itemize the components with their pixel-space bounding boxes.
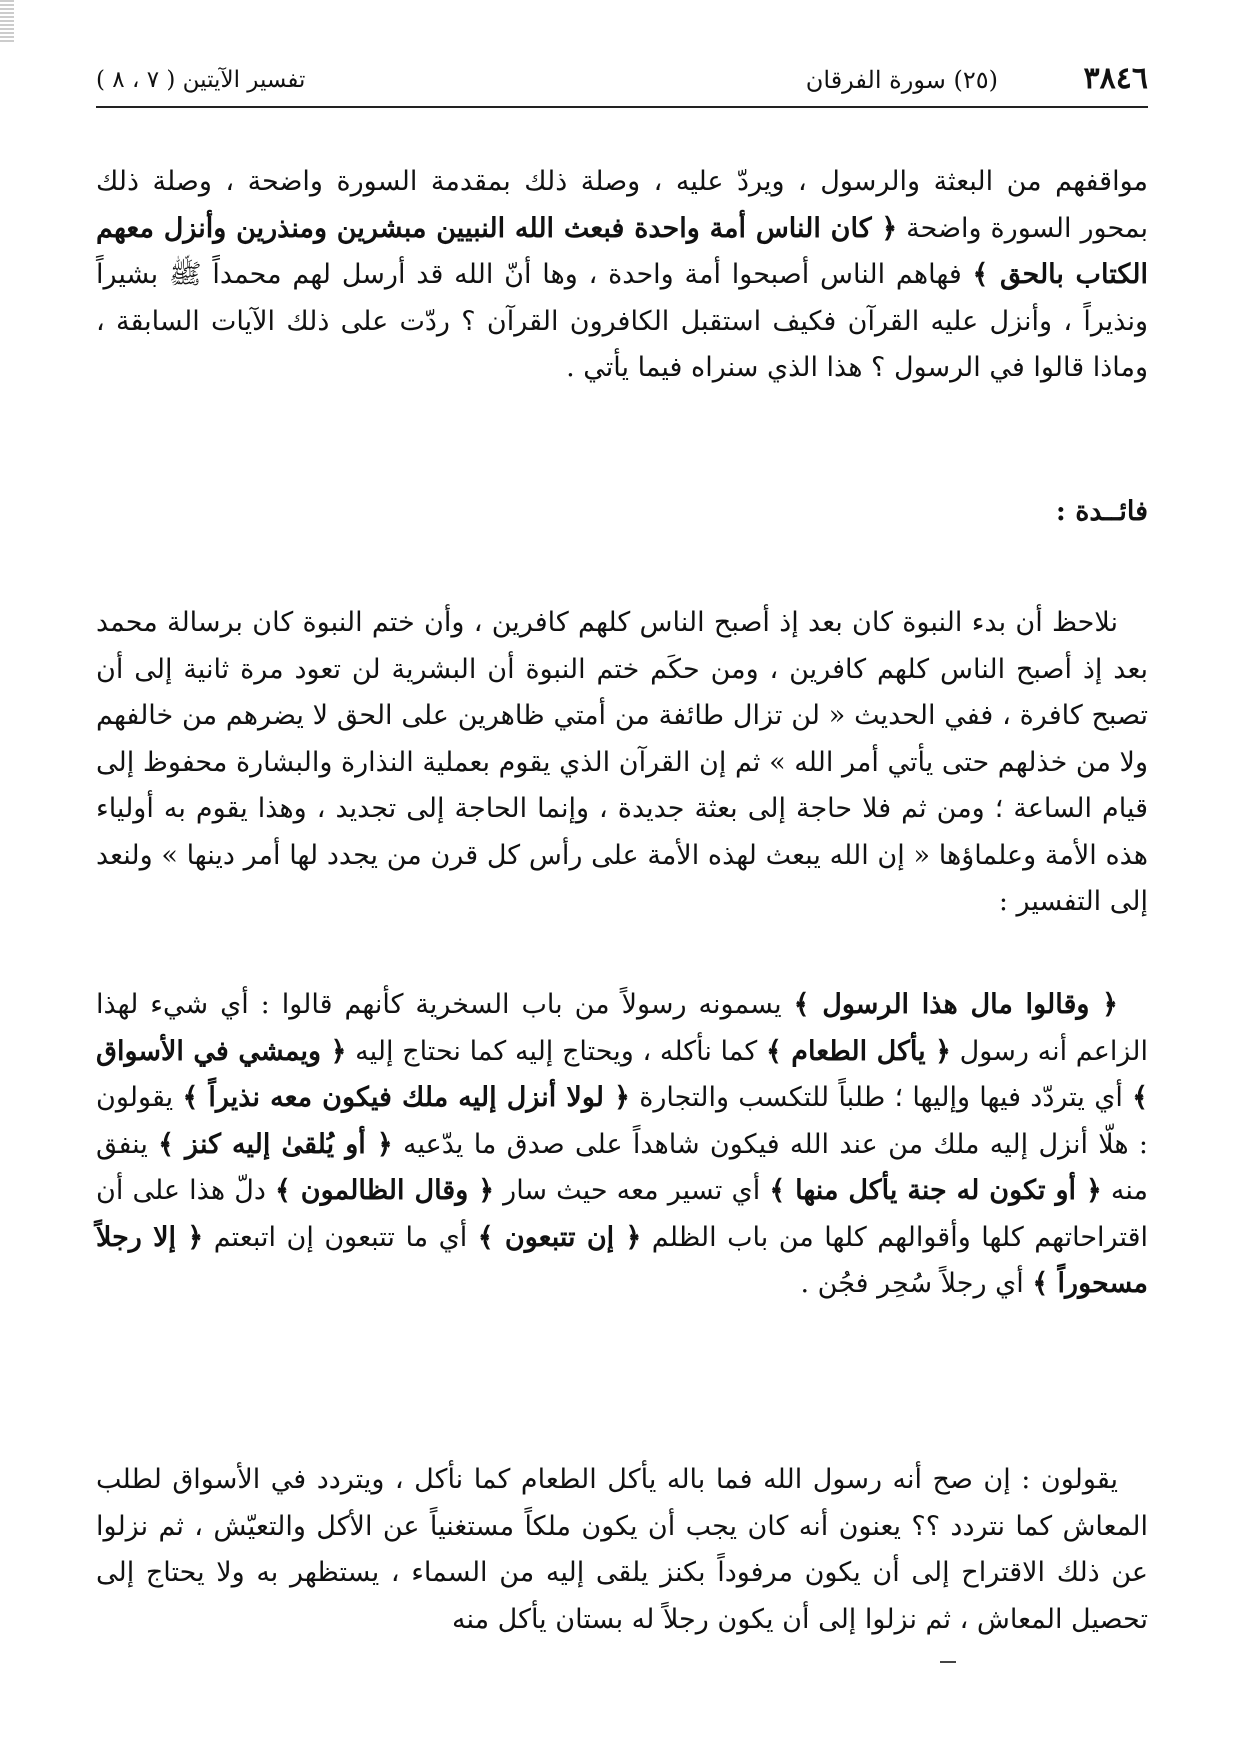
text-run: أي رجلاً سُحِر فجُن . xyxy=(800,1268,1033,1299)
quran-quote: ﴿ كان الناس أمة واحدة فبعث الله النبيين مبشرين ومنذرين وأنزل معهم الكتاب بالحق ﴾ xyxy=(96,212,1148,290)
scan-mark xyxy=(940,1661,956,1663)
text-run: دلّ هذا على أن اقتراحاتهم كلها وأقوالهم كلها من باب الظلم xyxy=(96,1175,1149,1253)
text-run: مواقفهم من البعثة والرسول ، ويردّ عليه ، وصلة ذلك بمقدمة السورة واضحة ، وصلة ذلك بمحور السورة واضحة xyxy=(96,166,1148,244)
paragraph-explanation: يقولون : إن صح أنه رسول الله فما باله يأكل الطعام كما نأكل ، ويتردد في الأسواق لطلب المعاش كما نتردد ؟؟ يعنون أنه كان يجب أن يكون ملكاً مستغنياً عن الأكل والتعيّش ، ثم نزلوا عن ذلك الاقتراح إلى أن يكون مرفوداً بكنز يلقى إليه من السماء ، يستظهر به ولا يحتاج إلى تحصيل المعاش ، ثم نزلوا إلى أن يكون رجلاً له بستان يأكل منه xyxy=(96,1464,1148,1635)
text-run: أي تسير معه حيث سار xyxy=(494,1175,770,1206)
paragraph-tafsir xyxy=(96,982,1148,1308)
text-run: أي ما تتبعون إن اتبعتم xyxy=(203,1221,478,1253)
quran-quote: ﴿ وقالوا مال هذا الرسول ﴾ xyxy=(793,989,1118,1020)
quran-quote: ﴿ يأكل الطعام ﴾ xyxy=(765,1035,951,1067)
quran-quote: ﴿ أو يُلقىٰ إليه كنز ﴾ xyxy=(158,1128,393,1160)
paragraph-benefit: نلاحظ أن بدء النبوة كان بعد إذ أصبح الناس كلهم كافرين ، وأن ختم النبوة كان برسالة محمد بعد إذ أصبح الناس كلهم كافرين ، ومن حكَم ختم النبوة أن البشرية لن تعود مرة ثانية إلى أن تصبح كافرة ، ففي الحديث « لن تزال طائفة من أمتي ظاهرين على الحق لا يضرهم من خالفهم ولا من خذلهم حتى يأتي أمر الله » ثم إن القرآن الذي يقوم بعملية النذارة والبشارة محفوظ إلى قيام الساعة ؛ ومن ثم فلا حاجة إلى بعثة جديدة ، وإنما الحاجة إلى تجديد ، وهذا يقوم به أولياء هذه الأمة وعلماؤها « إن الله يبعث لهذه الأمة على رأس كل قرن من يجدد لها أمر دينها » ولنعد إلى التفسير : xyxy=(96,607,1148,917)
paragraph-intro xyxy=(96,159,1148,392)
quran-quote: ﴿ لولا أنزل إليه ملك فيكون معه نذيراً ﴾ xyxy=(182,1082,630,1113)
tafsir-section-title: تفسير الآيتين ( ٧ ، ٨ ) xyxy=(96,67,306,93)
text-run: يقولون : هلّا أنزل إليه ملك من عند الله فيكون شاهداً على صدق ما يدّعيه xyxy=(96,1082,1148,1160)
text-run: فهاهم الناس أصبحوا أمة واحدة ، وها أنّ الله قد أرسل لهم محمداً ﷺ بشيراً ونذيراً ، وأنزل عليه القرآن فكيف استقبل الكافرون القرآن ؟ ردّت على ذلك الآيات السابقة ، وماذا قالوا في الرسول ؟ هذا الذي سنراه فيما يأتي . xyxy=(96,259,1148,383)
quran-quote: ﴿ أو تكون له جنة يأكل منها ﴾ xyxy=(769,1175,1102,1206)
text-run: كما نأكله ، ويحتاج إليه كما نحتاج إليه xyxy=(346,1035,766,1067)
text-run: ينفق منه xyxy=(96,1128,1148,1206)
quran-quote: ﴿ وقال الظالمون ﴾ xyxy=(275,1175,495,1206)
running-header xyxy=(96,58,1148,108)
text-run: يسمونه رسولاً من باب السخرية كأنهم قالوا : أي شيء لهذا الزاعم أنه رسول xyxy=(96,989,1148,1067)
scan-edge-artifact xyxy=(0,0,14,42)
text-run: أي يتردّد فيها وإليها ؛ طلباً للتكسب والتجارة xyxy=(629,1082,1133,1113)
quran-quote: ﴿ إلا رجلاً مسحوراً ﴾ xyxy=(96,1221,1148,1299)
quran-quote: ﴿ إن تتبعون ﴾ xyxy=(477,1221,642,1253)
page-number: ٣٨٤٦ xyxy=(1083,61,1148,96)
quran-quote: ﴿ ويمشي في الأسواق ﴾ xyxy=(96,1035,1148,1113)
surah-title: (٢٥) سورة الفرقان xyxy=(805,66,998,94)
section-heading: فائــدة : xyxy=(1055,496,1148,527)
